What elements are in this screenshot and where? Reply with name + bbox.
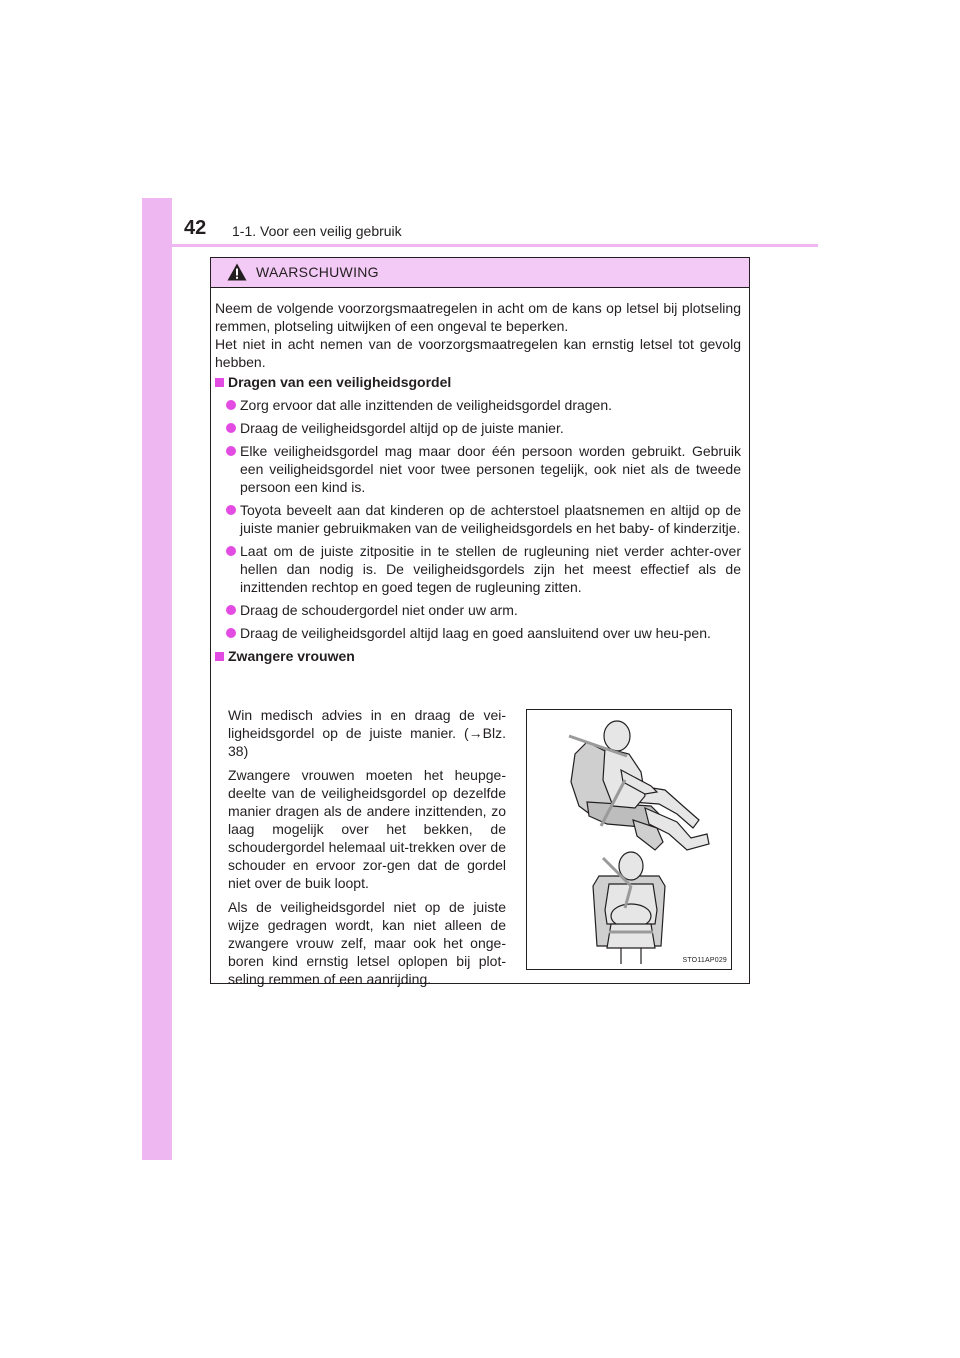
chapter-side-tab bbox=[142, 198, 172, 1160]
list-item bbox=[215, 419, 741, 437]
round-bullet-icon bbox=[226, 423, 236, 433]
header-band bbox=[142, 198, 172, 246]
list-item bbox=[215, 542, 741, 596]
pregnant-paragraph-2: Zwangere vrouwen moeten het heupge-deelte van de veiligheidsgordel op dezelfde manier dragen als de andere inzittenden, zo laag mogelijk over het bekken, de schoudergordel helemaal uit-trekken over de schouder en ervoor zor-gen dat de gordel niet over de buik loopt. bbox=[228, 767, 506, 891]
side-view-figure bbox=[569, 721, 709, 850]
section-heading-text: Zwangere vrouwen bbox=[228, 648, 355, 664]
list-item-text: Laat om de juiste zitpositie in te stellen de rugleuning niet verder achter-over hellen dan nodig is. De veiligheidsgordels zijn het meest effectief als de inzittenden rechtop en goed tegen de rugleuning zitten. bbox=[240, 543, 741, 595]
illustration-drawing bbox=[527, 710, 731, 969]
round-bullet-icon bbox=[226, 628, 236, 638]
section-heading-seatbelt bbox=[215, 373, 741, 391]
list-item-text: Elke veiligheidsgordel mag maar door één persoon worden gebruikt. Gebruik een veiligheidsgordel niet voor twee personen tegelijk, ook niet als de tweede persoon een kind is. bbox=[240, 443, 741, 495]
list-item bbox=[215, 501, 741, 537]
round-bullet-icon bbox=[226, 505, 236, 515]
intro-paragraph-1: Neem de volgende voorzorgsmaatregelen in acht om de kans op letsel bij plotseling remmen, plotseling uitwijken of een ongeval te beperken. bbox=[215, 300, 741, 334]
square-bullet-icon bbox=[215, 378, 224, 387]
pregnant-text-column bbox=[228, 706, 506, 994]
round-bullet-icon bbox=[226, 400, 236, 410]
list-item-text: Draag de veiligheidsgordel altijd op de juiste manier. bbox=[240, 420, 564, 436]
pregnant-seatbelt-illustration bbox=[526, 709, 732, 970]
section-heading-pregnant bbox=[215, 647, 741, 665]
header-rule bbox=[172, 244, 818, 247]
intro-paragraph-2: Het niet in acht nemen van de voorzorgsmaatregelen kan ernstig letsel tot gevolg hebben. bbox=[215, 336, 741, 370]
list-item-text: Toyota beveelt aan dat kinderen op de achterstoel plaatsnemen en altijd op de juiste manier gebruikmaken van de veiligheidsgordels en het baby- of kinderzitje. bbox=[240, 502, 741, 536]
front-view-figure bbox=[593, 852, 665, 964]
round-bullet-icon bbox=[226, 446, 236, 456]
page-number: 42 bbox=[184, 217, 207, 239]
section-title: 1-1. Voor een veilig gebruik bbox=[232, 223, 402, 239]
pregnant-paragraph-1: Win medisch advies in en draag de vei-ligheidsgordel op de juiste manier. (→Blz. 38) bbox=[228, 707, 506, 759]
list-item bbox=[215, 442, 741, 496]
list-item-text: Draag de schoudergordel niet onder uw arm. bbox=[240, 602, 518, 618]
list-item bbox=[215, 396, 741, 414]
section-heading-text: Dragen van een veiligheidsgordel bbox=[228, 374, 452, 390]
figure-code: STO11AP029 bbox=[682, 957, 727, 964]
pregnant-paragraph-3: Als de veiligheidsgordel niet op de juiste wijze gedragen wordt, kan niet alleen de zwangere vrouw zelf, maar ook het onge-boren kind ernstig letsel oplopen bij plot-seling remmen of een aanrijding. bbox=[228, 899, 506, 987]
warning-title: WAARSCHUWING bbox=[256, 264, 379, 280]
warning-header bbox=[211, 258, 749, 288]
list-item-text: Zorg ervoor dat alle inzittenden de veiligheidsgordel dragen. bbox=[240, 397, 613, 413]
warning-triangle-icon bbox=[227, 263, 247, 281]
list-item-text: Draag de veiligheidsgordel altijd laag en goed aansluitend over uw heu-pen. bbox=[240, 625, 711, 641]
list-item bbox=[215, 624, 741, 642]
warning-content bbox=[215, 299, 741, 670]
round-bullet-icon bbox=[226, 546, 236, 556]
round-bullet-icon bbox=[226, 605, 236, 615]
square-bullet-icon bbox=[215, 652, 224, 661]
list-item bbox=[215, 601, 741, 619]
